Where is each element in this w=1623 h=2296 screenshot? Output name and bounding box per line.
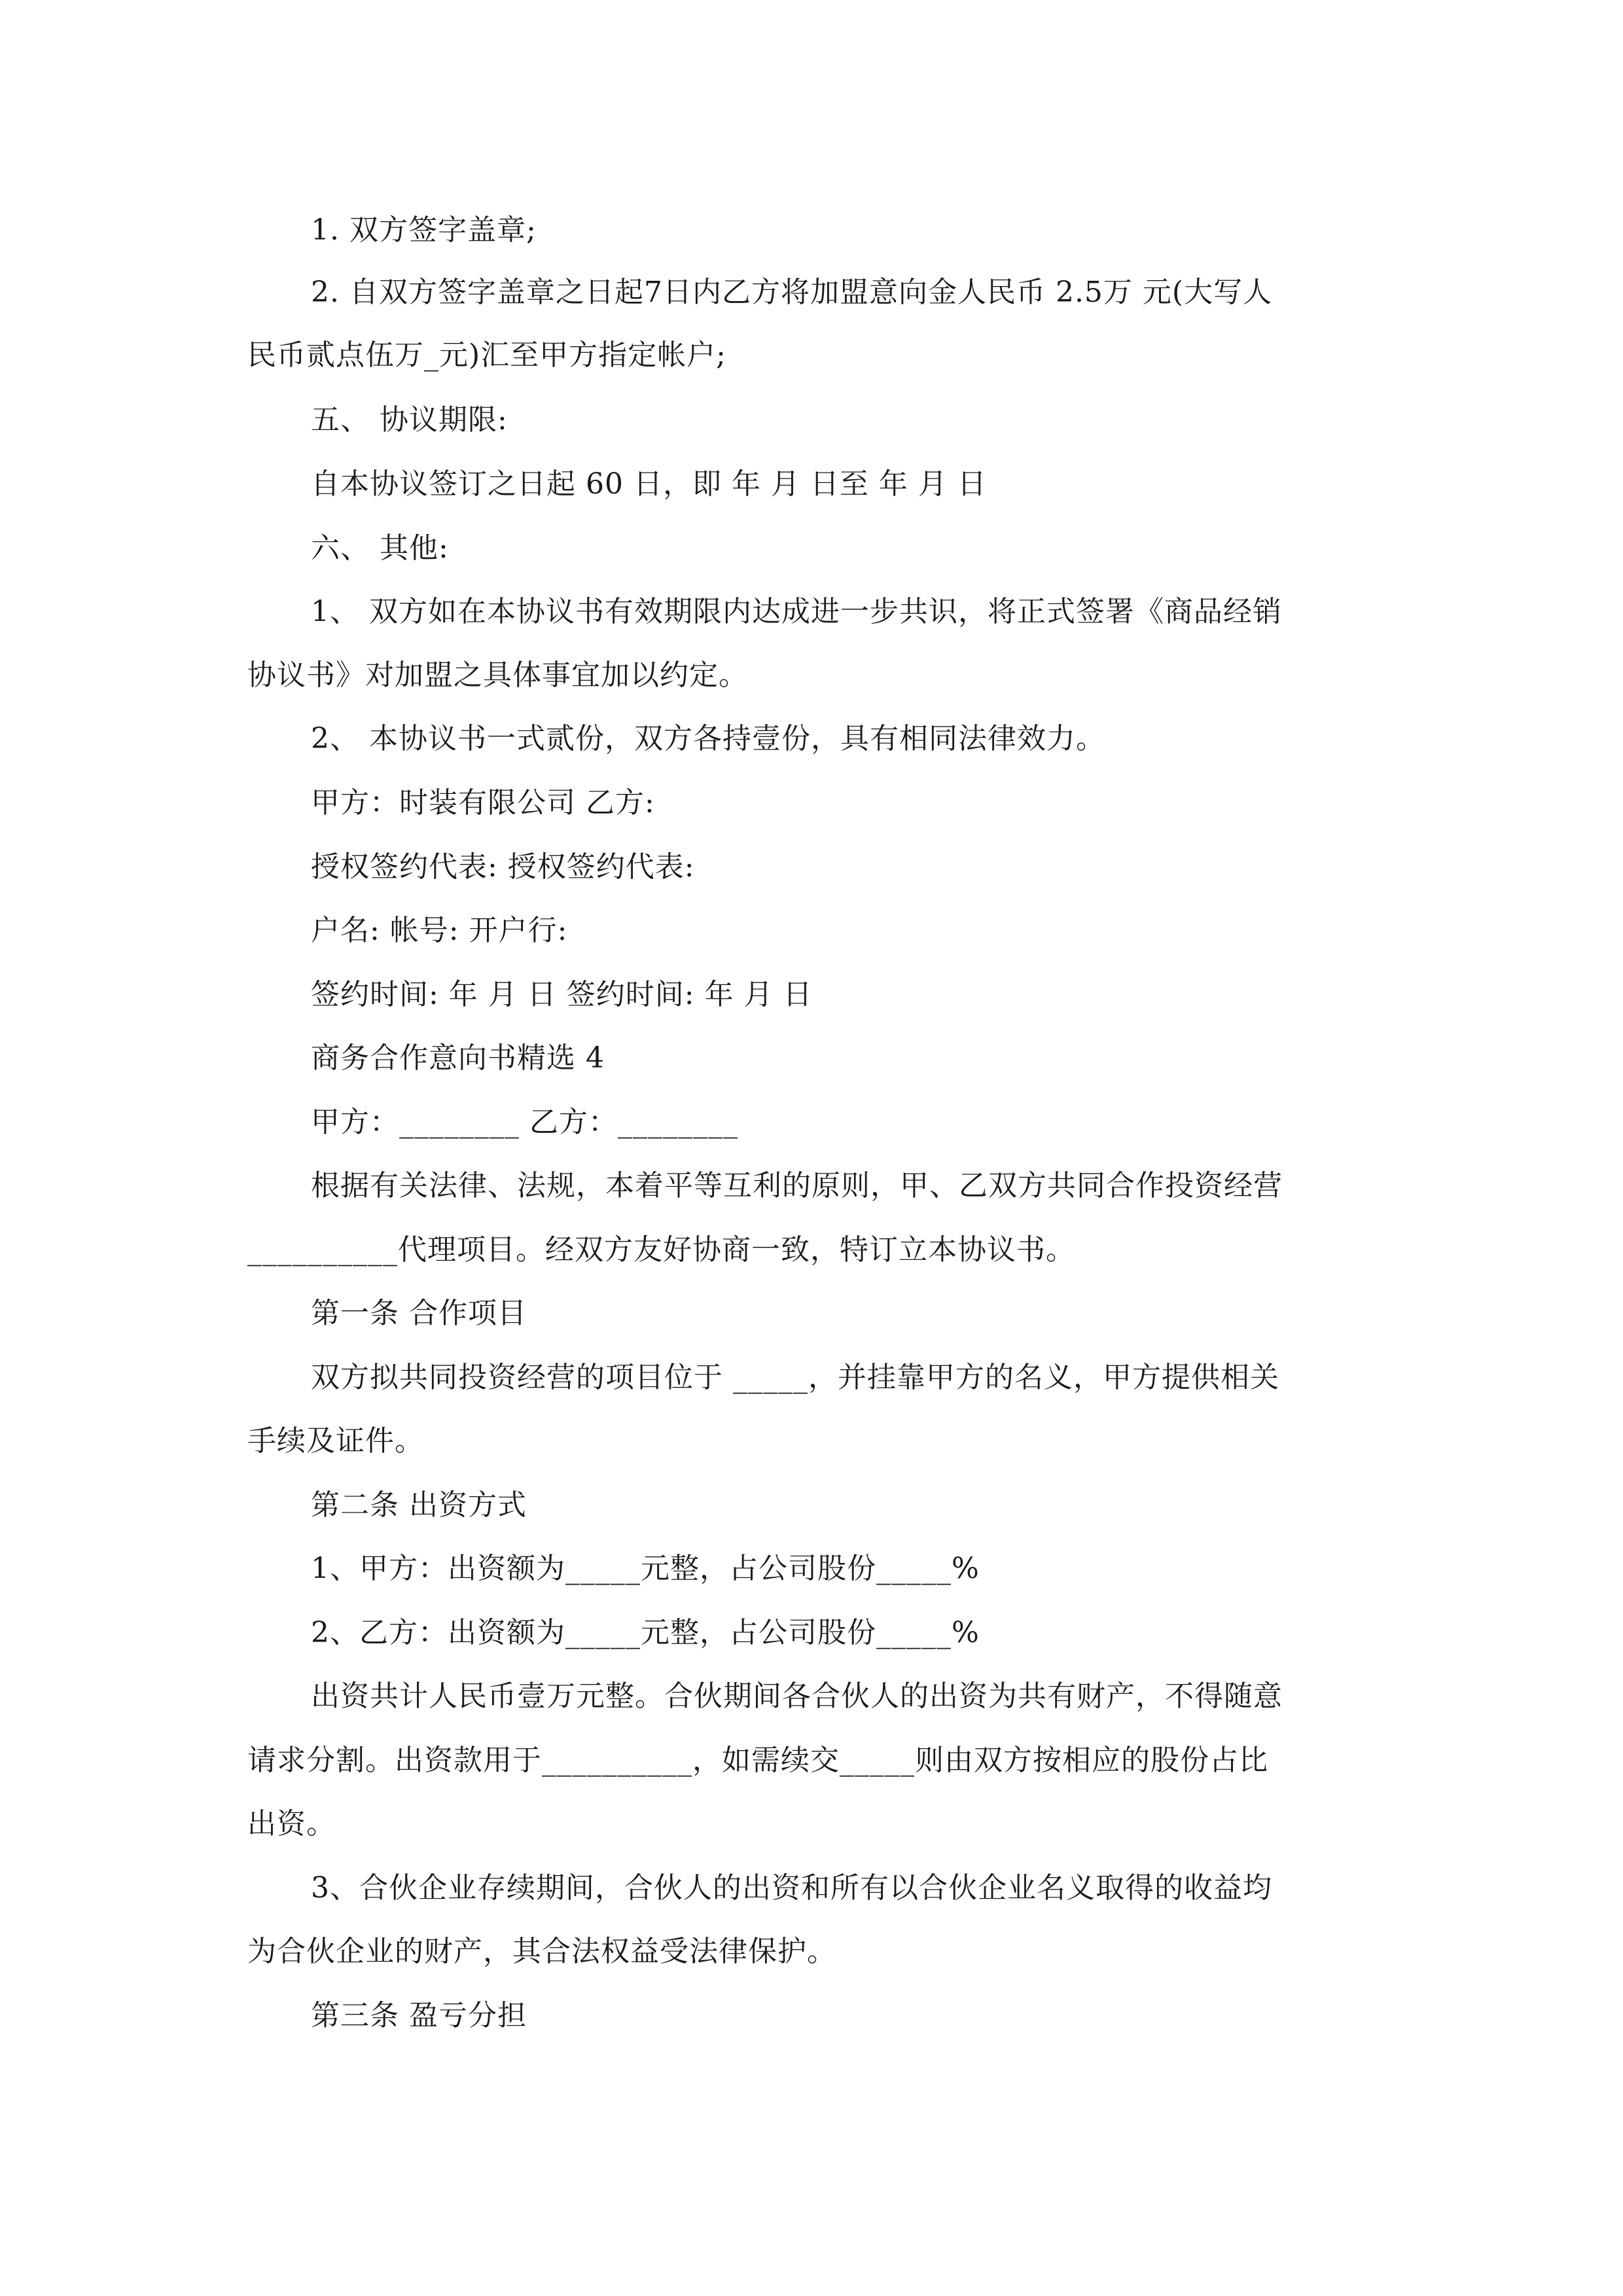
paragraph-line: 2、乙方：出资额为_____元整，占公司股份_____% [311, 1616, 980, 1649]
section-heading: 五、 协议期限: [311, 403, 508, 437]
section-heading: 六、 其他: [311, 531, 449, 565]
article-heading: 第三条 盈亏分担 [311, 1999, 527, 2032]
paragraph-line: 出资。 [247, 1807, 336, 1840]
paragraph-line: 根据有关法律、法规，本着平等互利的原则，甲、乙双方共同合作投资经营 [311, 1169, 1283, 1202]
paragraph-line: 民币贰点伍万_元)汇至甲方指定帐户; [247, 338, 726, 372]
paragraph-line: 2. 自双方签字盖章之日起7日内乙方将加盟意向金人民币 2.5万 元(大写人 [311, 276, 1273, 309]
paragraph-line: 1、 双方如在本协议书有效期限内达成进一步共识，将正式签署《商品经销 [311, 595, 1282, 628]
document-title: 商务合作意向书精选 4 [311, 1041, 605, 1075]
article-heading: 第二条 出资方式 [311, 1488, 527, 1522]
paragraph-line: 1、甲方：出资额为_____元整，占公司股份_____% [311, 1552, 980, 1585]
paragraph-line: 手续及证件。 [247, 1424, 424, 1458]
party-names-line: 甲方：________ 乙方：________ [311, 1105, 738, 1139]
signature-representative-line: 授权签约代表: 授权签约代表: [311, 850, 695, 884]
paragraph-line: 2、 本协议书一式贰份，双方各持壹份，具有相同法律效力。 [311, 722, 1105, 755]
paragraph-line: 协议书》对加盟之具体事宜加以约定。 [247, 658, 748, 692]
signature-party-line: 甲方：时装有限公司 乙方: [311, 786, 655, 819]
paragraph-line: 出资共计人民币壹万元整。合伙期间各合伙人的出资为共有财产，不得随意 [311, 1679, 1283, 1713]
signing-date-line: 签约时间: 年 月 日 签约时间: 年 月 日 [311, 978, 813, 1011]
paragraph-line: 双方拟共同投资经营的项目位于 _____，并挂靠甲方的名义，甲方提供相关 [311, 1361, 1279, 1394]
paragraph-line: 请求分割。出资款用于__________，如需续交_____则由双方按相应的股份占比 [247, 1744, 1268, 1777]
paragraph-line: 自本协议签订之日起 60 日，即 年 月 日至 年 月 日 [311, 467, 987, 501]
paragraph-line: 1. 双方签字盖章; [311, 213, 537, 247]
paragraph-line: 为合伙企业的财产，其合法权益受法律保护。 [247, 1935, 836, 1968]
paragraph-line: 3、合伙企业存续期间，合伙人的出资和所有以合伙企业名义取得的收益均 [311, 1871, 1272, 1905]
paragraph-line: __________代理项目。经双方友好协商一致，特订立本协议书。 [247, 1233, 1075, 1266]
article-heading: 第一条 合作项目 [311, 1297, 527, 1330]
bank-account-line: 户名: 帐号: 开户行: [311, 914, 568, 947]
